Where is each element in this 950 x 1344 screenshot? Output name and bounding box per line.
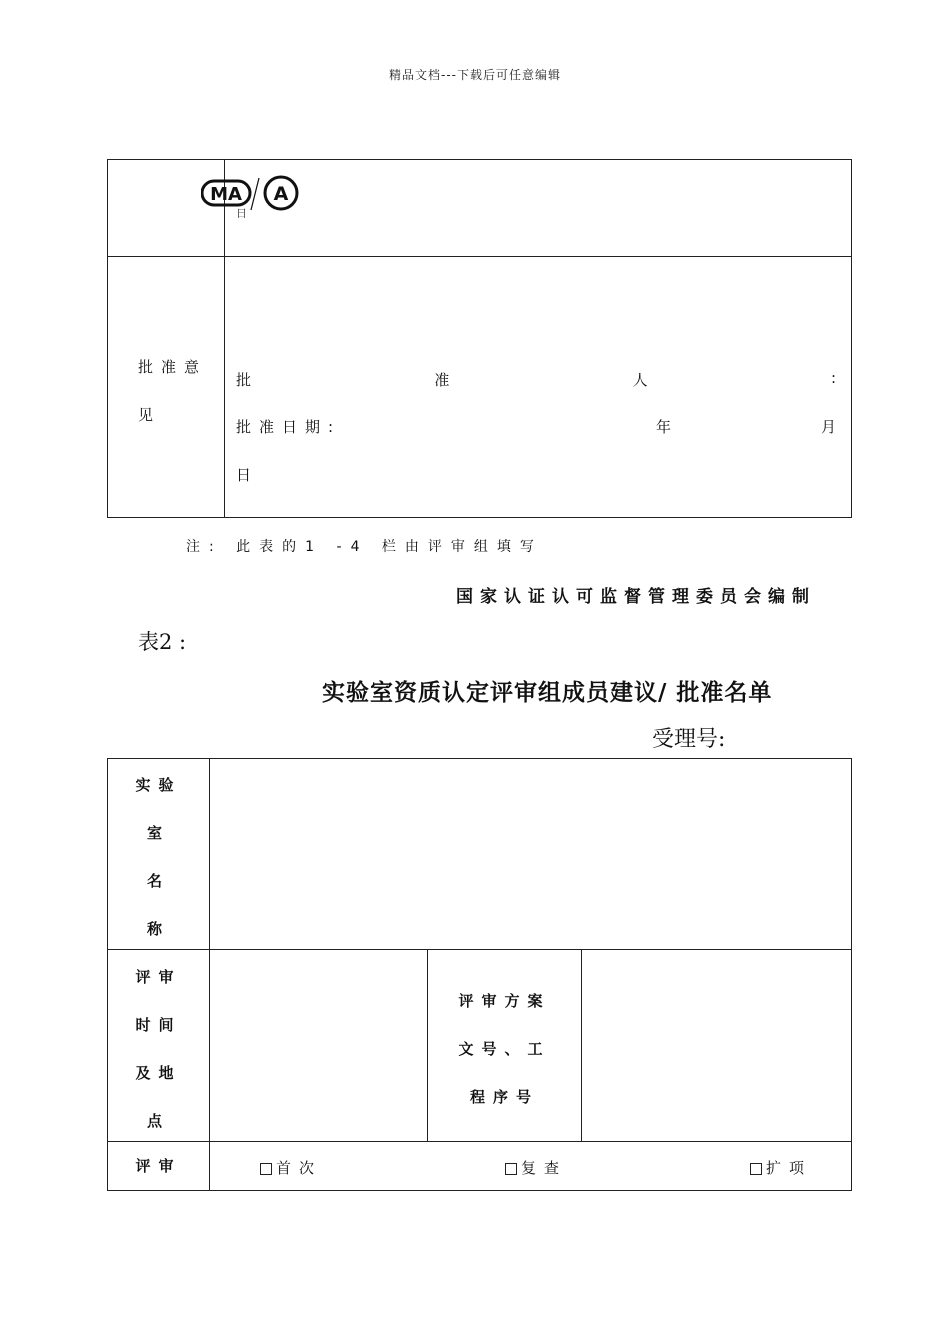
approver-char: 人 xyxy=(632,371,648,389)
option-re-review[interactable]: 复查 xyxy=(505,1157,567,1178)
table-divider xyxy=(209,759,210,1190)
table-divider xyxy=(581,949,582,1141)
table-divider xyxy=(108,1141,851,1142)
lab-name-label: 实验 室 名 称 xyxy=(135,776,182,938)
month-label: 月 xyxy=(821,418,837,436)
approval-table xyxy=(107,159,852,518)
issuing-organization: 国家认证认可监督管理委员会编制 xyxy=(456,587,816,607)
table-divider xyxy=(224,160,225,517)
review-time-place-label: 评审 时间 及地 点 xyxy=(135,968,182,1130)
year-label: 年 xyxy=(656,418,672,436)
review-team-table xyxy=(107,758,852,1191)
table-divider xyxy=(108,256,851,257)
checkbox-icon[interactable] xyxy=(750,1163,762,1175)
approver-char: 准 xyxy=(434,371,450,389)
approver-char: 批 xyxy=(236,371,252,389)
approval-opinion-label-line1: 批准意 xyxy=(138,358,208,376)
approver-char: : xyxy=(830,369,836,387)
day-label: 日 xyxy=(236,466,252,484)
acceptance-number-label: 受理号: xyxy=(652,727,726,752)
table-divider xyxy=(108,949,851,950)
approver-row xyxy=(236,369,836,390)
logo-small-char: 日 xyxy=(236,207,247,220)
table-label: 表2 : xyxy=(138,630,187,654)
approval-opinion-label-line2: 见 xyxy=(138,406,154,424)
review-type-label: 评审 xyxy=(135,1157,182,1175)
table-note: 注: 此表的1 -4 栏由评审组填写 xyxy=(186,539,543,555)
logo-text-ma: MA xyxy=(210,184,242,205)
option-first-review[interactable]: 首次 xyxy=(260,1157,322,1178)
checkbox-icon[interactable] xyxy=(260,1163,272,1175)
option-scope-extension[interactable]: 扩项 xyxy=(750,1157,812,1178)
review-plan-number-label: 评审方案 文号、工 程序号 xyxy=(458,992,551,1106)
header-note: 精品文档---下载后可任意编辑 xyxy=(389,68,561,82)
cma-cnas-logo xyxy=(201,174,311,212)
logo-text-a: A xyxy=(273,183,289,205)
checkbox-icon[interactable] xyxy=(505,1163,517,1175)
form-title: 实验室资质认定评审组成员建议/ 批准名单 xyxy=(322,680,773,706)
approval-date-label: 批准日期: xyxy=(236,418,342,436)
